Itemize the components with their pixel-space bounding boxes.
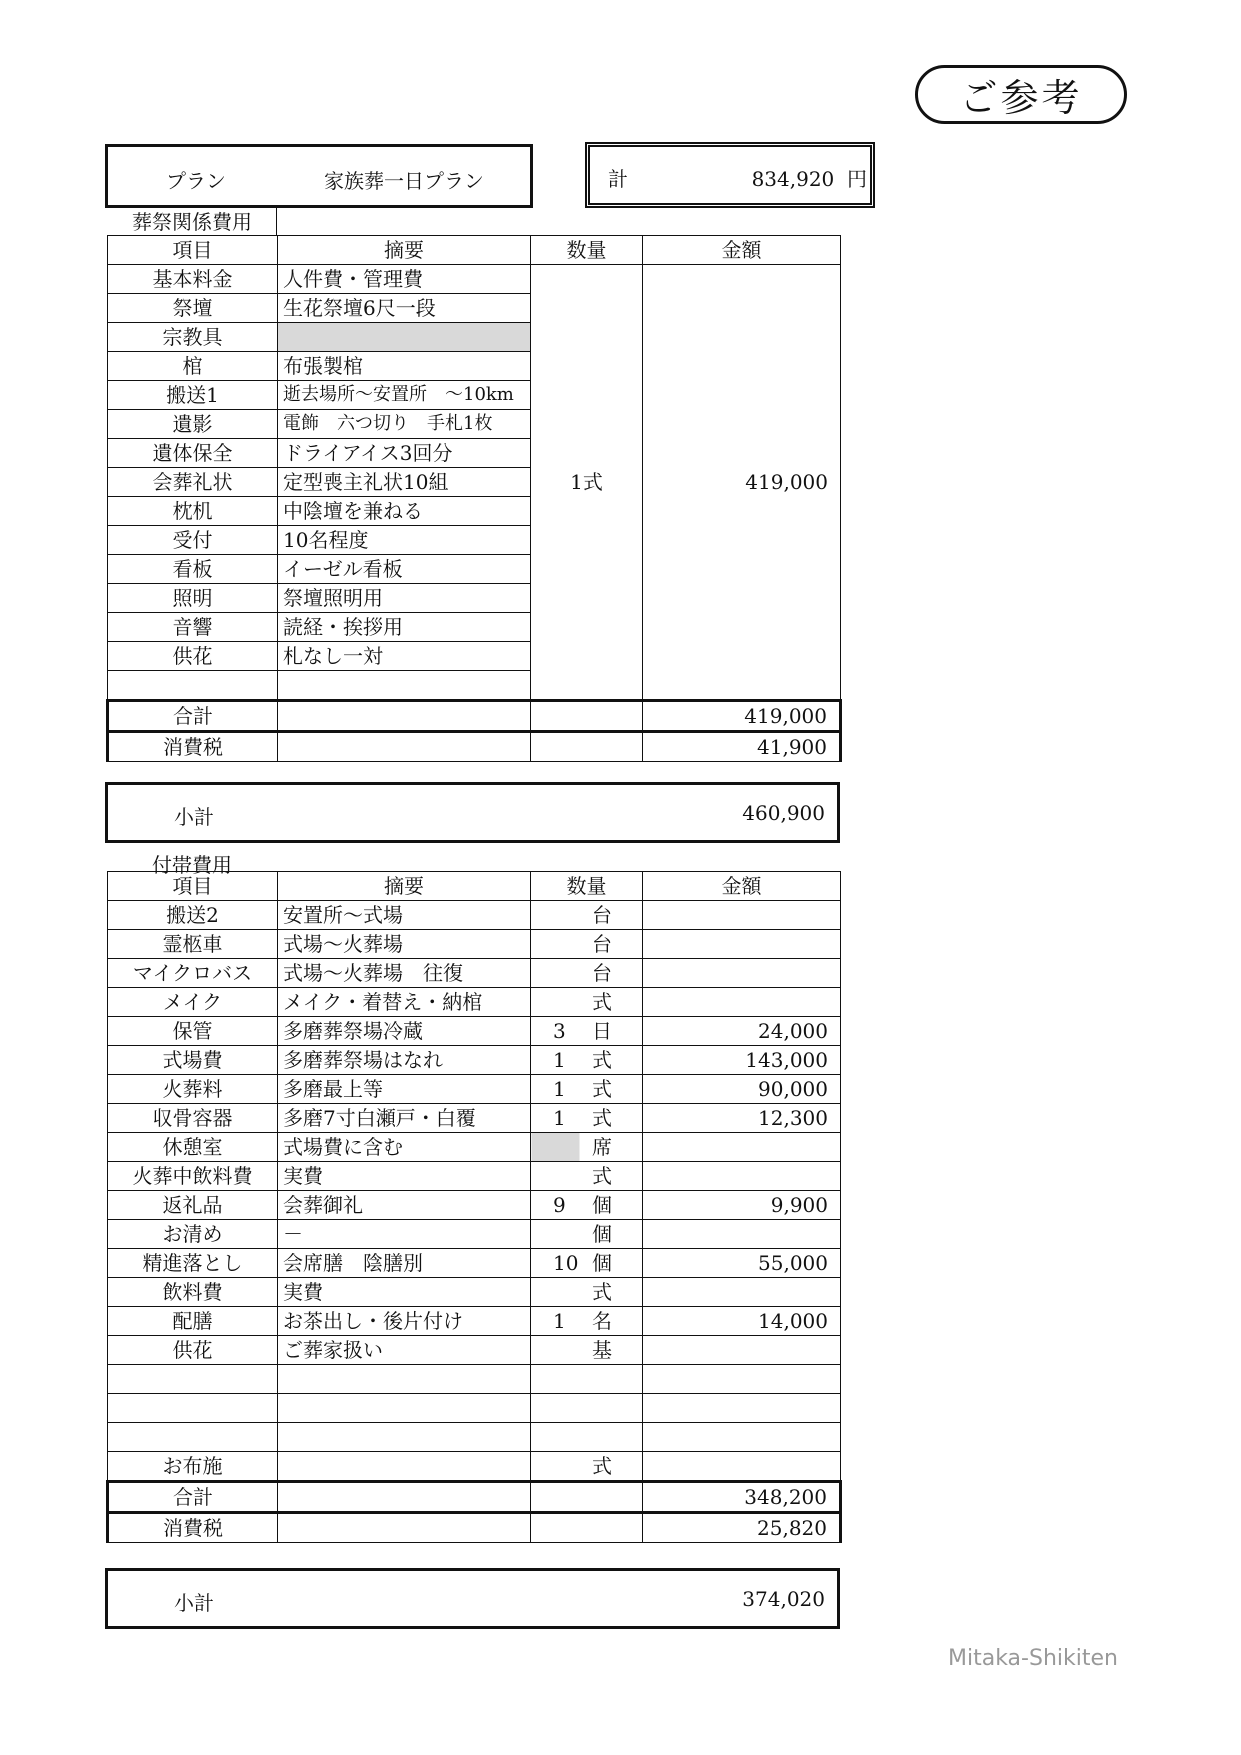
desc-cell: 多磨7寸白瀬戸・白覆 (278, 1104, 531, 1133)
item-cell: 飲料費 (108, 1278, 278, 1307)
amount-cell: 55,000 (643, 1249, 841, 1278)
funeral-subtotal-box (105, 782, 840, 843)
item-cell: 宗教具 (108, 323, 278, 352)
desc-cell: 式場～火葬場 (278, 930, 531, 959)
desc-cell: メイク・着替え・納棺 (278, 988, 531, 1017)
qty-unit: 式 (592, 1077, 612, 1101)
qty-number: 1 (553, 1106, 566, 1130)
header-amount: 金額 (643, 236, 841, 265)
desc-cell: 札なし一対 (278, 642, 531, 671)
extra-tax-row (108, 1513, 841, 1543)
tax-label: 消費税 (108, 1513, 278, 1543)
desc-cell: ご葬家扱い (278, 1336, 531, 1365)
item-cell: 収骨容器 (108, 1104, 278, 1133)
desc-cell: 多磨葬祭場はなれ (278, 1046, 531, 1075)
qty-number: 3 (553, 1019, 566, 1043)
desc-cell: 会葬御礼 (278, 1191, 531, 1220)
qty-cell (531, 1394, 643, 1423)
desc-cell: 実費 (278, 1278, 531, 1307)
qty-unit: 式 (592, 1280, 612, 1304)
qty-number: 1 (553, 1048, 566, 1072)
item-cell: 供花 (108, 642, 278, 671)
item-cell: 火葬料 (108, 1075, 278, 1104)
desc-cell (278, 1365, 531, 1394)
amount-cell: 14,000 (643, 1307, 841, 1336)
qty-cell (531, 1249, 643, 1278)
table-row (108, 1278, 841, 1307)
desc-cell: 多磨葬祭場冷蔵 (278, 1017, 531, 1046)
item-cell: 霊柩車 (108, 930, 278, 959)
item-cell: 搬送1 (108, 381, 278, 410)
item-cell: 保管 (108, 1017, 278, 1046)
item-cell: 音響 (108, 613, 278, 642)
amount-cell (643, 988, 841, 1017)
qty-cell (531, 901, 643, 930)
amount-cell: 9,900 (643, 1191, 841, 1220)
qty-unit: 個 (592, 1222, 612, 1246)
item-cell: 基本料金 (108, 265, 278, 294)
header-item: 項目 (108, 872, 278, 901)
item-cell: メイク (108, 988, 278, 1017)
amount-cell (643, 1423, 841, 1452)
desc-cell: 多磨最上等 (278, 1075, 531, 1104)
header-qty: 数量 (531, 236, 643, 265)
amount-cell (643, 959, 841, 988)
desc-cell: 10名程度 (278, 526, 531, 555)
qty-cell (531, 1017, 643, 1046)
tax-value: 25,820 (643, 1513, 841, 1543)
grand-total-value: 834,920 円 (751, 167, 867, 191)
qty-unit: 個 (592, 1193, 612, 1217)
desc-cell: 人件費・管理費 (278, 265, 531, 294)
header-amount: 金額 (643, 872, 841, 901)
desc-cell: 電飾 六つ切り 手札1枚 (278, 410, 531, 439)
subtotal-value: 460,900 (742, 801, 825, 825)
desc-cell: 定型喪主礼状10組 (278, 468, 531, 497)
qty-cell (531, 1220, 643, 1249)
desc-cell: ドライアイス3回分 (278, 439, 531, 468)
amount-cell: 90,000 (643, 1075, 841, 1104)
sum-label: 合計 (108, 701, 278, 732)
qty-cell (531, 1307, 643, 1336)
qty-unit: 式 (592, 1454, 612, 1478)
table-row (108, 901, 841, 930)
qty-number: 1 (553, 1077, 566, 1101)
desc-cell: 中陰壇を兼ねる (278, 497, 531, 526)
qty-cell (531, 1162, 643, 1191)
item-cell: 配膳 (108, 1307, 278, 1336)
qty-number: 10 (553, 1251, 579, 1275)
amount-cell (643, 930, 841, 959)
funeral-costs-table (106, 235, 842, 762)
table-row (108, 1220, 841, 1249)
qty-cell (531, 1452, 643, 1482)
qty-unit: 席 (592, 1135, 612, 1159)
qty-cell (531, 1191, 643, 1220)
qty-unit: 式 (592, 990, 612, 1014)
desc-cell: 安置所～式場 (278, 901, 531, 930)
table-row (108, 1133, 841, 1162)
desc-cell: － (278, 1220, 531, 1249)
qty-cell (531, 930, 643, 959)
table-row (108, 1017, 841, 1046)
item-cell: お布施 (108, 1452, 278, 1482)
desc-cell: 布張製棺 (278, 352, 531, 381)
amount-cell (643, 1220, 841, 1249)
table-row (108, 1075, 841, 1104)
item-cell (108, 671, 278, 701)
item-cell (108, 1423, 278, 1452)
desc-cell (278, 1423, 531, 1452)
amount-cell (643, 1394, 841, 1423)
item-cell: 休憩室 (108, 1133, 278, 1162)
item-cell: マイクロバス (108, 959, 278, 988)
table-header-row (108, 872, 841, 901)
item-cell: 棺 (108, 352, 278, 381)
header-desc: 摘要 (278, 236, 531, 265)
table-row (108, 988, 841, 1017)
header-item: 項目 (108, 236, 278, 265)
funeral-sum-row (108, 701, 841, 732)
item-cell: 火葬中飲料費 (108, 1162, 278, 1191)
table-row (108, 1249, 841, 1278)
funeral-tax-row (108, 732, 841, 762)
qty-unit: 台 (592, 903, 612, 927)
qty-number: 1 (553, 1309, 566, 1333)
qty-number: 9 (553, 1193, 566, 1217)
grand-total-box (585, 142, 875, 208)
grand-total-label: 計 (608, 167, 628, 191)
plan-label: プラン (166, 169, 226, 193)
item-cell (108, 1394, 278, 1423)
item-cell (108, 1365, 278, 1394)
desc-cell: 読経・挨拶用 (278, 613, 531, 642)
table-row (108, 1162, 841, 1191)
subtotal-value: 374,020 (742, 1587, 825, 1611)
item-cell: 返礼品 (108, 1191, 278, 1220)
item-cell: 枕机 (108, 497, 278, 526)
table-row (108, 1307, 841, 1336)
section-divider (276, 208, 277, 235)
item-cell: 看板 (108, 555, 278, 584)
plan-box (105, 144, 533, 208)
desc-cell: 逝去場所～安置所 ～10km (278, 381, 531, 410)
item-cell: 供花 (108, 1336, 278, 1365)
qty-unit: 式 (592, 1106, 612, 1130)
item-cell: 照明 (108, 584, 278, 613)
tax-label: 消費税 (108, 732, 278, 762)
qty-unit: 個 (592, 1251, 612, 1275)
qty-cell (531, 988, 643, 1017)
qty-cell: 1式 (531, 265, 643, 701)
qty-cell (531, 1075, 643, 1104)
funeral-section-title: 葬祭関係費用 (132, 210, 252, 234)
amount-cell (643, 1336, 841, 1365)
qty-unit: 台 (592, 961, 612, 985)
amount-cell (643, 901, 841, 930)
table-row (108, 1191, 841, 1220)
amount-cell (643, 1278, 841, 1307)
subtotal-label: 小計 (174, 805, 214, 829)
company-credit: Mitaka-Shikiten (948, 1646, 1118, 1671)
desc-cell: 会席膳 陰膳別 (278, 1249, 531, 1278)
reference-badge: ご参考 (915, 65, 1127, 124)
tax-value: 41,900 (643, 732, 841, 762)
extra-subtotal-box (105, 1568, 840, 1629)
table-row (108, 1394, 841, 1423)
item-cell: 遺影 (108, 410, 278, 439)
qty-unit: 式 (592, 1048, 612, 1072)
desc-cell (278, 671, 531, 701)
amount-cell: 12,300 (643, 1104, 841, 1133)
item-cell: 祭壇 (108, 294, 278, 323)
amount-cell (643, 1365, 841, 1394)
desc-cell: お茶出し・後片付け (278, 1307, 531, 1336)
qty-cell (531, 1336, 643, 1365)
desc-cell: 祭壇照明用 (278, 584, 531, 613)
qty-unit: 台 (592, 932, 612, 956)
desc-cell: イーゼル看板 (278, 555, 531, 584)
desc-cell: 生花祭壇6尺一段 (278, 294, 531, 323)
qty-cell (531, 1365, 643, 1394)
table-row (108, 1104, 841, 1133)
table-row (108, 265, 841, 294)
desc-cell (278, 1394, 531, 1423)
subtotal-label: 小計 (174, 1591, 214, 1615)
header-qty: 数量 (531, 872, 643, 901)
qty-cell (531, 1104, 643, 1133)
item-cell: 搬送2 (108, 901, 278, 930)
amount-cell: 24,000 (643, 1017, 841, 1046)
table-row (108, 959, 841, 988)
table-row (108, 1365, 841, 1394)
table-row (108, 1336, 841, 1365)
desc-cell: 実費 (278, 1162, 531, 1191)
table-row (108, 1423, 841, 1452)
qty-cell (531, 1278, 643, 1307)
item-cell: 会葬礼状 (108, 468, 278, 497)
desc-cell: 式場費に含む (278, 1133, 531, 1162)
desc-cell (278, 323, 531, 352)
qty-unit: 名 (592, 1309, 612, 1333)
header-desc: 摘要 (278, 872, 531, 901)
sum-label: 合計 (108, 1482, 278, 1513)
sum-value: 419,000 (643, 701, 841, 732)
qty-cell (531, 1423, 643, 1452)
table-row (108, 1452, 841, 1482)
amount-cell: 143,000 (643, 1046, 841, 1075)
item-cell: 式場費 (108, 1046, 278, 1075)
desc-cell (278, 1452, 531, 1482)
sum-value: 348,200 (643, 1482, 841, 1513)
table-header-row (108, 236, 841, 265)
item-cell: 遺体保全 (108, 439, 278, 468)
table-row (108, 1046, 841, 1075)
amount-cell (643, 1162, 841, 1191)
qty-cell (531, 1046, 643, 1075)
extra-section-title: 付帯費用 (152, 853, 232, 877)
item-cell: 精進落とし (108, 1249, 278, 1278)
extra-costs-table (106, 871, 842, 1543)
extra-sum-row (108, 1482, 841, 1513)
qty-cell (531, 1133, 643, 1162)
table-row (108, 930, 841, 959)
qty-unit: 基 (592, 1338, 612, 1362)
amount-cell (643, 1133, 841, 1162)
plan-name: 家族葬一日プラン (324, 169, 484, 193)
item-cell: お清め (108, 1220, 278, 1249)
qty-unit: 式 (592, 1164, 612, 1188)
desc-cell: 式場～火葬場 往復 (278, 959, 531, 988)
amount-cell (643, 1452, 841, 1482)
item-cell: 受付 (108, 526, 278, 555)
amount-cell: 419,000 (643, 265, 841, 701)
qty-unit: 日 (592, 1019, 612, 1043)
qty-cell (531, 959, 643, 988)
